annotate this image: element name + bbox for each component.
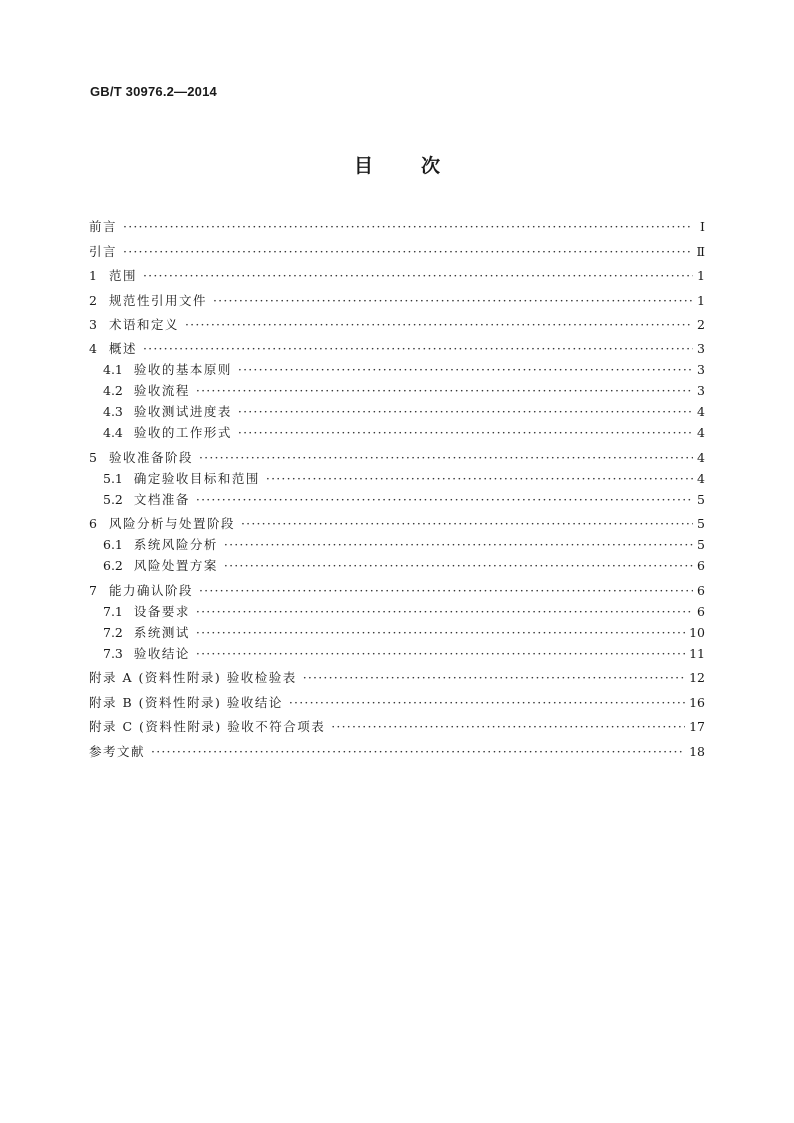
toc-label: 验收流程 (133, 383, 190, 398)
toc-page-number: 18 (689, 744, 705, 759)
toc-label: 验收结论 (133, 646, 190, 661)
standard-number: GB/T 30976.2—2014 (90, 84, 217, 99)
toc-leader-dots (303, 669, 685, 687)
toc-label: 验收的工作形式 (133, 425, 232, 440)
toc-label: 设备要求 (133, 604, 190, 619)
toc-label: 附录 B (资料性附录) 验收结论 (89, 695, 283, 710)
toc-page-number: 4 (697, 404, 705, 419)
toc-page-number: 10 (689, 625, 705, 640)
toc-number: 5 (89, 450, 97, 465)
toc-label: 验收准备阶段 (108, 450, 193, 465)
toc-leader-dots (331, 718, 685, 736)
toc-leader-dots (185, 316, 693, 334)
toc-page-number: 16 (689, 695, 705, 710)
toc-label: 规范性引用文件 (108, 293, 207, 308)
title-char-right: 次 (421, 155, 441, 177)
toc-page-number: 12 (689, 670, 705, 685)
toc-label: 参考文献 (89, 744, 146, 759)
toc-leader-dots (123, 243, 692, 261)
toc-leader-dots (143, 267, 693, 285)
toc-label: 风险分析与处置阶段 (108, 516, 235, 531)
toc-page-number: 1 (697, 293, 705, 308)
toc-label: 文档准备 (133, 492, 190, 507)
toc-row[interactable] (89, 515, 705, 533)
toc-leader-dots (143, 340, 693, 358)
toc-number: 4 (89, 341, 97, 356)
toc-page-number: 17 (689, 719, 705, 734)
toc-number: 6 (89, 516, 97, 531)
toc-leader-dots (213, 292, 693, 310)
toc-number: 2 (89, 293, 97, 308)
toc-label: 验收测试进度表 (133, 404, 232, 419)
toc-row[interactable] (89, 424, 705, 442)
toc-leader-dots (196, 624, 685, 642)
toc-leader-dots (123, 218, 693, 236)
toc-leader-dots (151, 743, 685, 761)
toc-leader-dots (238, 424, 693, 442)
toc-row[interactable] (89, 340, 705, 358)
toc-page-number: 2 (697, 317, 705, 332)
toc-label: 系统风险分析 (133, 537, 218, 552)
toc-row[interactable] (89, 491, 705, 509)
toc-number: 7.2 (103, 625, 123, 640)
toc-row[interactable] (89, 669, 705, 687)
toc-row[interactable] (89, 382, 705, 400)
toc-label: 前言 (89, 219, 118, 234)
toc-number: 7.3 (103, 646, 123, 661)
toc-page-number: 5 (697, 492, 705, 507)
toc-label: 概述 (108, 341, 137, 356)
toc-leader-dots (289, 694, 685, 712)
toc-label: 附录 A (资料性附录) 验收检验表 (89, 670, 297, 685)
toc-number: 4.3 (103, 404, 123, 419)
toc-page-number: 1 (697, 268, 705, 283)
toc-page-number: 6 (697, 604, 705, 619)
toc-leader-dots (224, 557, 693, 575)
toc-number: 4.1 (103, 362, 123, 377)
toc-leader-dots (266, 470, 693, 488)
toc-label: 验收的基本原则 (133, 362, 232, 377)
toc-page-number: 6 (697, 583, 705, 598)
toc-page-number: 11 (689, 646, 705, 661)
toc-leader-dots (196, 603, 693, 621)
toc-label: 确定验收目标和范围 (133, 471, 260, 486)
toc-leader-dots (199, 449, 693, 467)
toc-page-number: Ⅰ (700, 219, 705, 234)
toc-leader-dots (241, 515, 693, 533)
toc-page-number: 3 (697, 383, 705, 398)
toc-row[interactable] (89, 582, 705, 600)
toc-label: 范围 (108, 268, 137, 283)
toc-row[interactable] (89, 536, 705, 554)
toc-number: 4.4 (103, 425, 123, 440)
toc-label: 系统测试 (133, 625, 190, 640)
toc-leader-dots (196, 491, 693, 509)
toc-leader-dots (238, 403, 693, 421)
toc-label: 附录 C (资料性附录) 验收不符合项表 (89, 719, 326, 734)
toc-leader-dots (224, 536, 693, 554)
toc-row[interactable] (89, 743, 705, 761)
toc-page-number: Ⅱ (696, 244, 705, 259)
toc-number: 6.1 (103, 537, 123, 552)
toc-row[interactable] (89, 470, 705, 488)
toc-page-number: 6 (697, 558, 705, 573)
toc-number: 6.2 (103, 558, 123, 573)
toc-leader-dots (196, 645, 685, 663)
toc-label: 术语和定义 (108, 317, 179, 332)
toc-row[interactable] (89, 292, 705, 310)
toc-page-number: 5 (697, 516, 705, 531)
toc-row[interactable] (89, 718, 705, 736)
title-char-left: 目 (353, 155, 373, 177)
toc-row[interactable] (89, 603, 705, 621)
toc-page-number: 3 (697, 341, 705, 356)
toc-page-number: 4 (697, 425, 705, 440)
toc-row[interactable] (89, 243, 705, 261)
toc-row[interactable] (89, 645, 705, 663)
toc-number: 7 (89, 583, 97, 598)
toc-number: 7.1 (103, 604, 123, 619)
toc-page-number: 4 (697, 450, 705, 465)
toc-row[interactable] (89, 449, 705, 467)
toc-label: 能力确认阶段 (108, 583, 193, 598)
toc-row[interactable] (89, 694, 705, 712)
toc-label: 引言 (89, 244, 118, 259)
page-title (0, 151, 794, 178)
toc-row[interactable] (89, 267, 705, 285)
toc-row[interactable] (89, 218, 705, 236)
toc-number: 5.1 (103, 471, 123, 486)
toc-number: 5.2 (103, 492, 123, 507)
toc-label: 风险处置方案 (133, 558, 218, 573)
toc-number: 3 (89, 317, 97, 332)
toc-row[interactable] (89, 403, 705, 421)
toc-row[interactable] (89, 557, 705, 575)
toc-leader-dots (196, 382, 693, 400)
toc-row[interactable] (89, 316, 705, 334)
toc-page-number: 3 (697, 362, 705, 377)
toc-number: 4.2 (103, 383, 123, 398)
toc-leader-dots (199, 582, 693, 600)
toc-row[interactable] (89, 361, 705, 379)
toc-number: 1 (89, 268, 97, 283)
toc-page-number: 4 (697, 471, 705, 486)
toc-leader-dots (238, 361, 693, 379)
toc-row[interactable] (89, 624, 705, 642)
toc-page-number: 5 (697, 537, 705, 552)
